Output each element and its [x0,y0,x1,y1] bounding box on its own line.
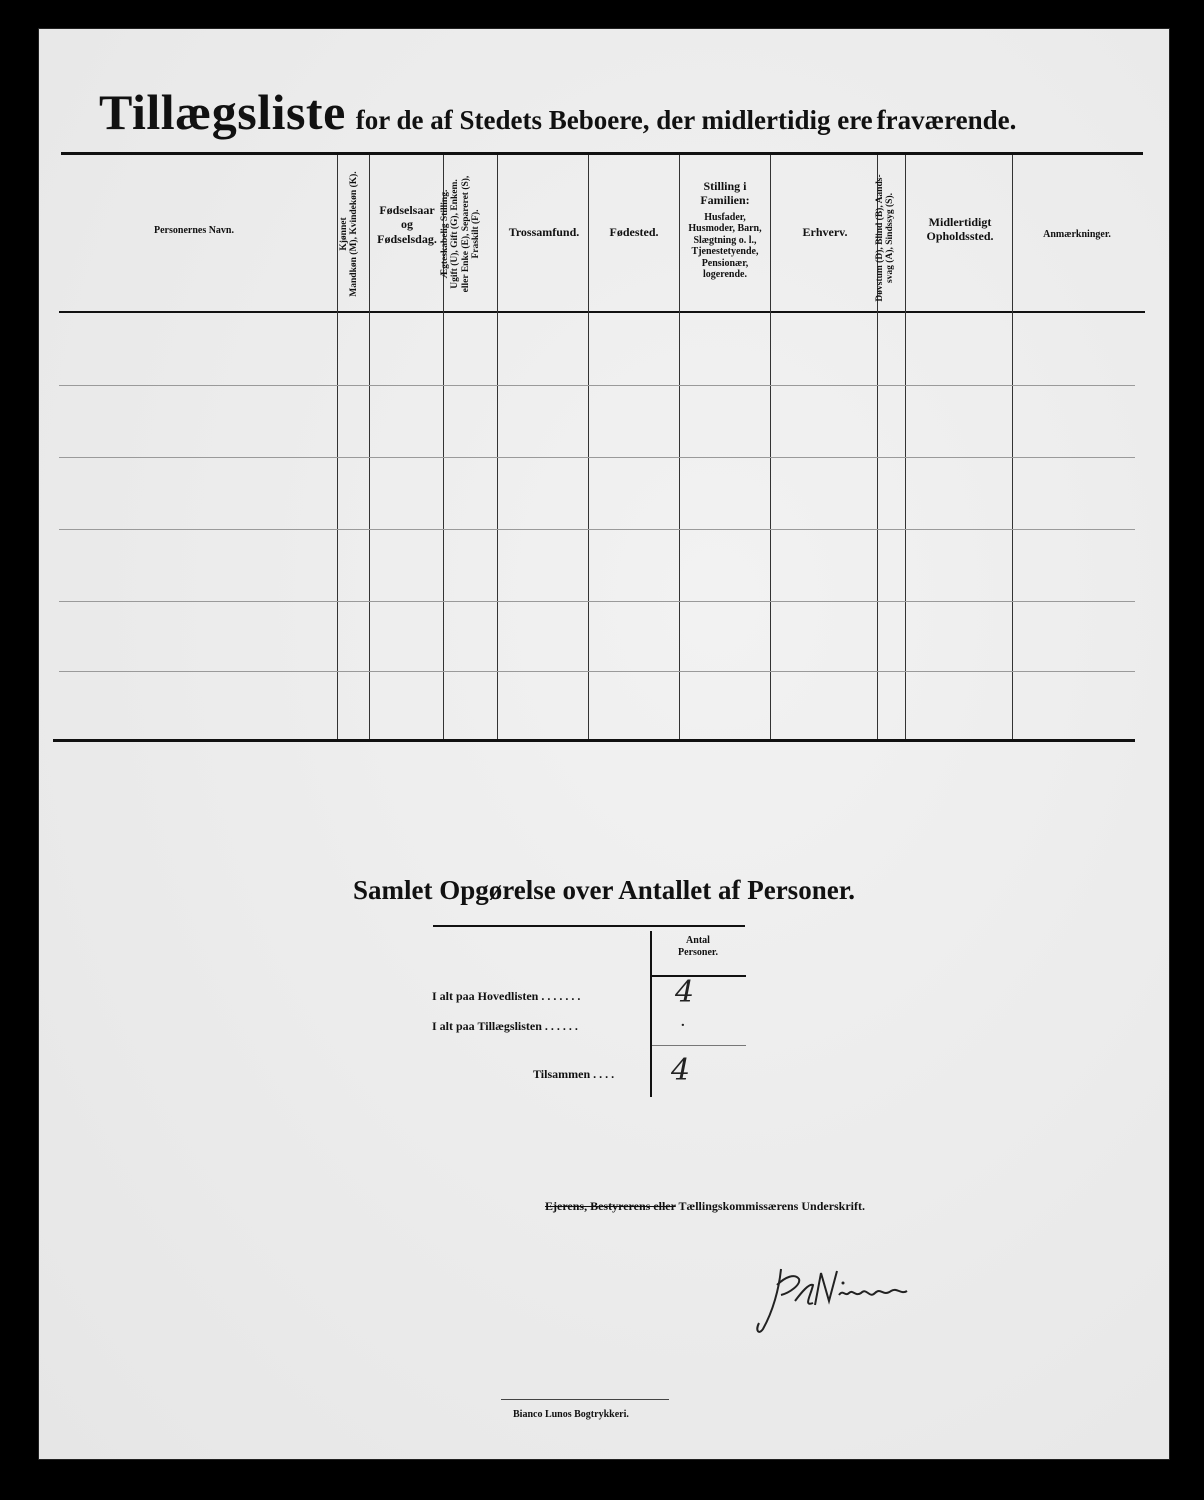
summary-vline [650,931,652,1097]
col-header-stilling-line2: Ugift (U), Gift (G), Enkem. [450,179,461,289]
printer-credit: Bianco Lunos Bogtrykkeri. [513,1409,629,1420]
table-row [61,602,1135,670]
table-row [61,386,1135,456]
table-row [61,672,1135,738]
summary-label-tilsammen: Tilsammen . . . . [533,1067,615,1081]
signature-caption-struck: Ejerens, Bestyrerens eller [545,1199,676,1213]
col-header-opholdssted: Midlertidigt Opholdssted. [926,215,994,244]
signature-caption [545,1199,865,1214]
census-form-page [38,28,1170,1460]
col-header-stilling-line4: Fraskilt (F). [471,209,482,259]
printer-rule [501,1399,669,1400]
summary-title: Samlet Opgørelse over Antallet af Personer. [353,875,855,905]
summary-top-rule [433,925,745,927]
col-header-syg-line1: Døvstum (D), Blind (B), Aands- [875,174,885,302]
summary-col-header [653,935,743,958]
summary-col-header-line1: Antal [686,935,710,946]
table-bottom-rule [53,739,1135,742]
summary-value-hovedlisten: 4 [675,975,695,1010]
signature-caption-text: Tællingskommissærens Underskrift. [678,1199,866,1213]
title-main: Tillægsliste [99,84,346,140]
col-header-navn: Personernes Navn. [154,225,234,236]
summary-value-tilsammen: 4 [671,1053,691,1088]
summary-value-tillaegslisten: · [680,1015,686,1036]
col-header-anm: Anmærkninger. [1043,229,1111,240]
col-header-kjon [339,159,373,309]
col-header-familie-body: Husfader, Husmoder, Barn, Slægtning o. l., Tjenestetyende, Pensionær, logerende. [688,211,762,281]
col-header-stilling [440,161,500,307]
col-header-familie-title: Stilling i Familien: [700,179,750,208]
summary-label-tillaegslisten: I alt paa Tillægslisten . . . . . . [432,1019,578,1033]
col-header-syg [875,170,903,306]
summary-header-rule [652,975,746,977]
title-emphasis: fraværende. [876,105,1017,135]
col-header-syg-line2: svag (A), Sindssyg (S). [885,193,896,284]
col-header-stilling-line3: eller Enke (E), Separeret (S), [460,175,471,293]
form-title [99,83,1016,141]
col-header-fodested: Fødested. [609,225,659,239]
table-top-rule [61,152,1143,155]
table-row [61,530,1135,600]
col-header-tro: Trossamfund. [508,225,580,239]
col-header-kjon-line1: Kjønnet [339,217,349,251]
summary-label-hovedlisten: I alt paa Hovedlisten . . . . . . . [432,989,581,1003]
col-header-familie [683,179,767,281]
title-subtitle: for de af Stedets Beboere, der midlertidig ere [355,105,873,135]
col-header-erhverv: Erhverv. [802,225,848,239]
summary-col-header-line2: Personer. [678,946,718,958]
table-row [61,315,1135,385]
col-header-stilling-line1: Ægteskabelig Stilling. [440,189,450,279]
col-header-fodsel: Fødselsaar og Fødselsdag. [377,203,437,246]
signature-image [751,1249,921,1339]
table-header-rule [59,311,1145,313]
summary-row-line [652,1045,746,1046]
col-header-kjon-line2: Mandkøn (M), Kvindekøn (K). [349,171,360,297]
table-row [61,458,1135,528]
